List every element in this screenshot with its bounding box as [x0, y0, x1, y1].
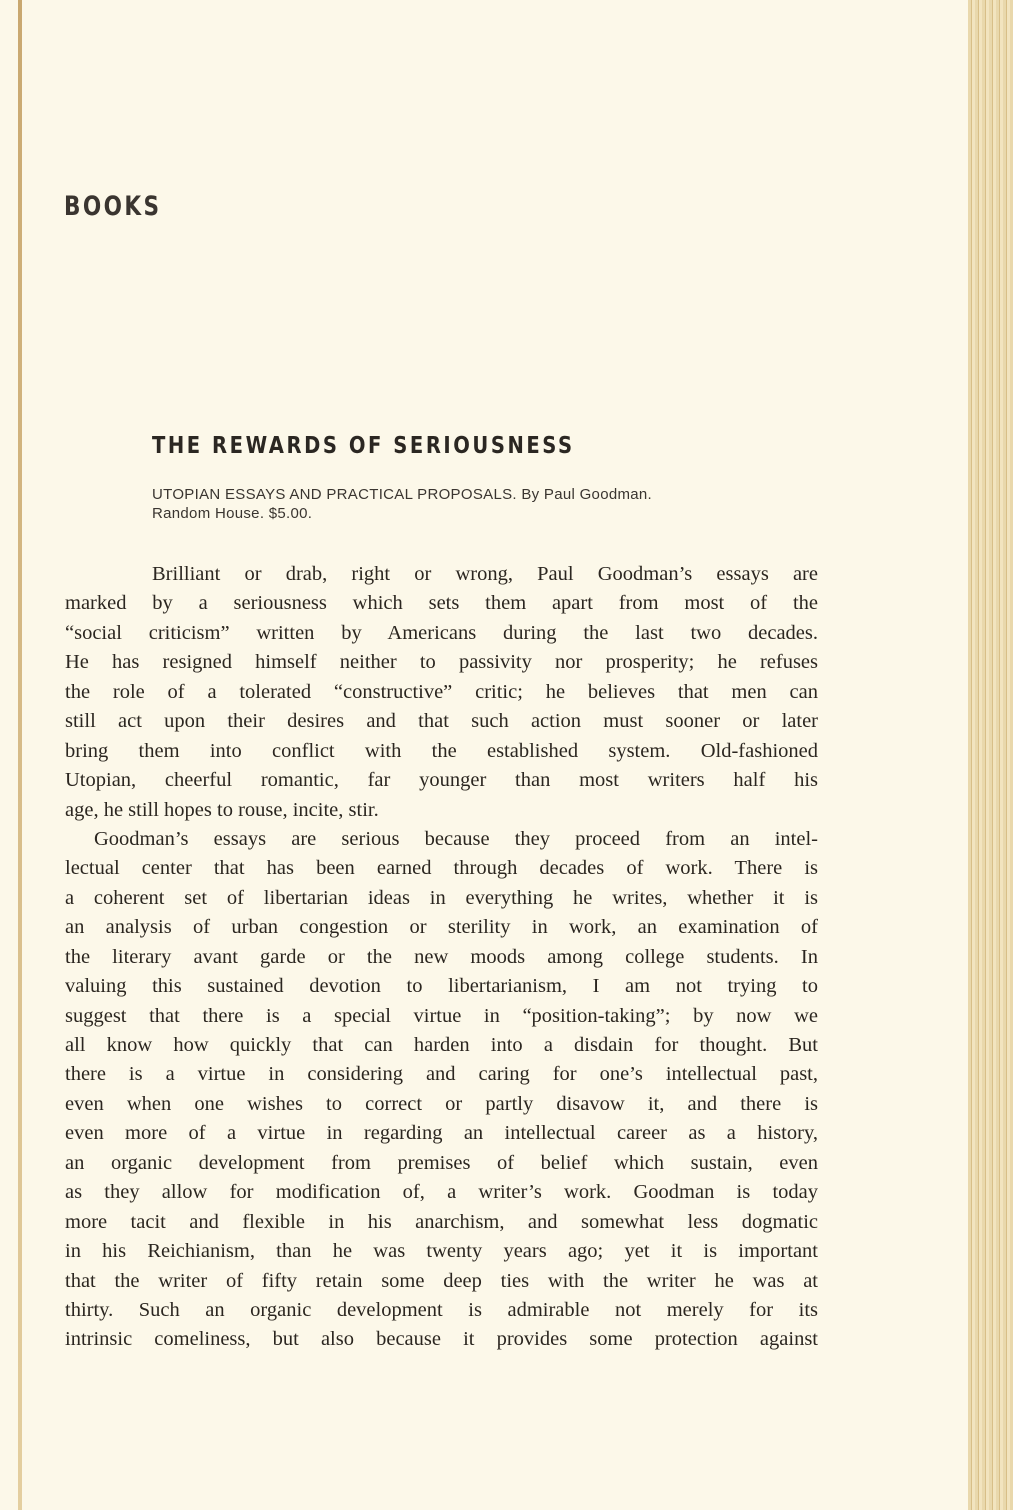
page-edges — [968, 0, 1013, 1510]
text-line: marked by a seriousness which sets them apart from most of the — [65, 592, 818, 615]
text-line: lectual center that has been earned through decades of work. There is — [65, 857, 818, 880]
paragraph — [65, 825, 818, 1355]
text-line: as they allow for modification of, a writer’s work. Goodman is today — [65, 1181, 818, 1204]
text-line: valuing this sustained devotion to libertarianism, I am not trying to — [65, 975, 818, 998]
text-line: all know how quickly that can harden into a disdain for thought. But — [65, 1034, 818, 1056]
review-title: THE REWARDS OF SERIOUSNESS — [152, 433, 575, 459]
text-line: still act upon their desires and that such action must sooner or later — [65, 710, 818, 733]
text-line: He has resigned himself neither to passivity nor prosperity; he refuses — [65, 651, 818, 674]
review-body — [65, 560, 818, 1355]
text-line: intrinsic comeliness, but also because it provides some protection against — [65, 1328, 818, 1351]
text-line: Utopian, cheerful romantic, far younger than most writers half his — [65, 769, 818, 792]
text-line: suggest that there is a special virtue in “position-taking”; by now we — [65, 1004, 818, 1027]
text-line: Brilliant or drab, right or wrong, Paul Goodman’s essays are — [152, 563, 818, 585]
text-line: thirty. Such an organic development is admirable not merely for its — [65, 1298, 818, 1321]
text-line: age, he still hopes to rouse, incite, stir. — [65, 798, 379, 821]
text-line: an analysis of urban congestion or sterility in work, an examination of — [65, 916, 818, 939]
book-spine — [18, 0, 22, 1510]
bibliography-line: Random House. $5.00. — [152, 505, 313, 522]
text-line: the role of a tolerated “constructive” critic; he believes that men can — [65, 680, 818, 703]
text-line: the literary avant garde or the new moods among college students. In — [65, 945, 818, 968]
section-heading: BOOKS — [64, 191, 162, 222]
text-line: Goodman’s essays are serious because they proceed from an intel- — [94, 827, 818, 850]
paragraph — [65, 560, 818, 825]
text-line: “social criticism” written by Americans during the last two decades. — [65, 621, 818, 644]
text-line: in his Reichianism, than he was twenty years ago; yet it is important — [65, 1240, 818, 1263]
bibliography-line: UTOPIAN ESSAYS AND PRACTICAL PROPOSALS. By Paul Goodman. — [152, 486, 653, 503]
text-line: even when one wishes to correct or partly disavow it, and there is — [65, 1092, 818, 1115]
text-line: there is a virtue in considering and caring for one’s intellectual past, — [65, 1063, 818, 1086]
text-line: more tacit and flexible in his anarchism, and somewhat less dogmatic — [65, 1210, 818, 1233]
bibliographic-note — [152, 485, 820, 523]
text-line: a coherent set of libertarian ideas in everything he writes, whether it is — [65, 886, 818, 909]
text-line: that the writer of fifty retain some deep ties with the writer he was at — [65, 1269, 818, 1292]
text-line: bring them into conflict with the established system. Old-fashioned — [65, 739, 818, 762]
text-line: even more of a virtue in regarding an intellectual career as a history, — [65, 1122, 818, 1145]
text-line: an organic development from premises of belief which sustain, even — [65, 1151, 818, 1174]
